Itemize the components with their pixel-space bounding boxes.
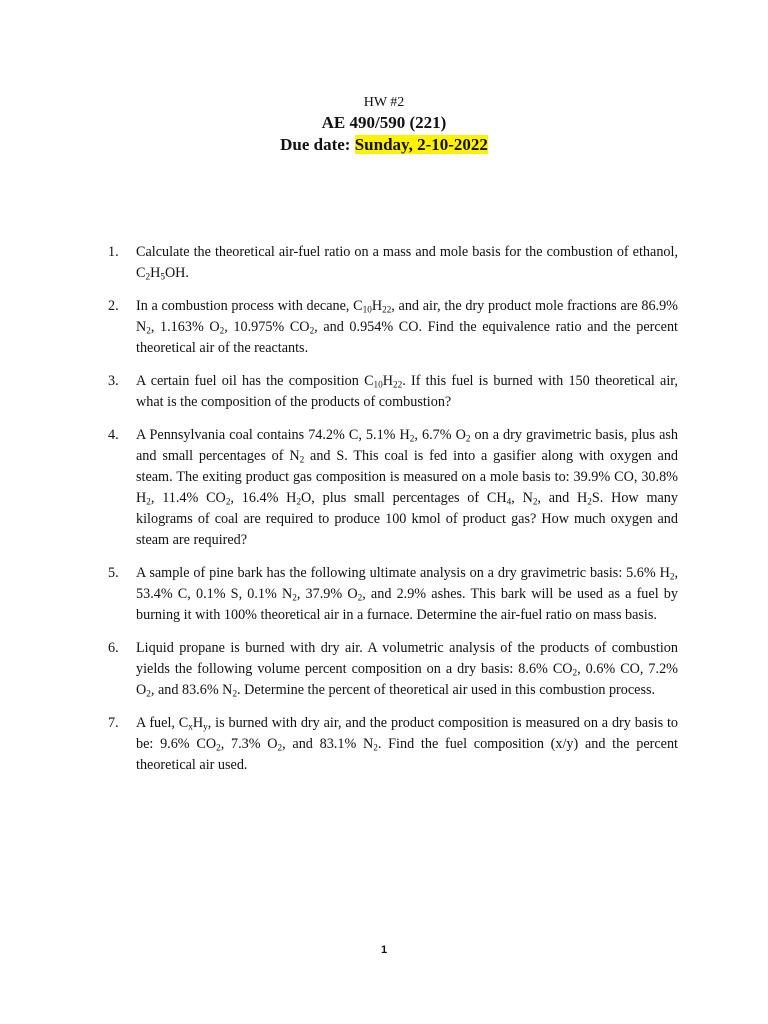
due-date-value: Sunday, 2-10-2022 bbox=[354, 135, 488, 154]
due-date-line bbox=[0, 134, 768, 156]
problem-number: 7. bbox=[108, 715, 119, 731]
problem-number: 3. bbox=[108, 373, 119, 389]
problem-text: A fuel, $C_xH_y$, is burned with dry air, and the product composition is measured on a dry basis to be: 9.6% $CO_2$, 7.3% $O_2$, and 83.1% $N_2$. Find the fuel composition (x/y) and the percent theoretical air used. bbox=[136, 715, 678, 773]
problem-list bbox=[108, 242, 678, 788]
problem-item bbox=[108, 713, 678, 776]
problem-number: 6. bbox=[108, 640, 119, 656]
problem-item bbox=[108, 425, 678, 551]
problem-text: Liquid propane is burned with dry air. A volumetric analysis of the products of combustion yields the following volume percent composition on a dry basis: 8.6% $CO_2$, 0.6% CO, 7.2% $O_2$, and 83.6% $N_2$. Determine the percent of theoretical air used in this combustion process. bbox=[136, 640, 678, 699]
problem-number: 2. bbox=[108, 298, 119, 314]
course-title: AE 490/590 (221) bbox=[321, 113, 447, 132]
problem-item bbox=[108, 371, 678, 413]
page-number: 1 bbox=[380, 944, 388, 956]
problem-text: A certain fuel oil has the composition $C_{10}H_{22}$. If this fuel is burned with 150 theoretical air, what is the composition of the products of combustion? bbox=[136, 373, 678, 410]
problem-text: A Pennsylvania coal contains 74.2% C, 5.1% $H_2$, 6.7% $O_2$ on a dry gravimetric basis, plus ash and small percentages of $N_2$ and S. This coal is fed into a gasifier along with oxygen and steam. The exiting product gas composition is measured on a mole basis to: 39.9% CO, 30.8% $H_2$, 11.4% $CO_2$, 16.4% $H_2O$, plus small percentages of $CH_4$, $N_2$, and $H_2S$. How many kilograms of coal are required to produce 100 kmol of product gas? How much oxygen and steam are required? bbox=[136, 427, 679, 548]
problem-number: 5. bbox=[108, 565, 119, 581]
document-header bbox=[0, 94, 768, 156]
problem-item bbox=[108, 242, 678, 284]
problem-number: 4. bbox=[108, 427, 119, 443]
problem-item bbox=[108, 296, 678, 359]
problem-number: 1. bbox=[108, 244, 119, 260]
due-date-label: Due date: bbox=[280, 135, 351, 154]
problem-item bbox=[108, 638, 678, 701]
homework-number: HW #2 bbox=[363, 95, 405, 110]
problem-text: A sample of pine bark has the following ultimate analysis on a dry gravimetric basis: 5.6% $H_2$, 53.4% C, 0.1% S, 0.1% $N_2$, 37.9% $O_2$, and 2.9% ashes. This bark will be used as a fuel by burning it with 100% theoretical air in a furnace. Determine the air-fuel ratio on mass basis. bbox=[136, 565, 678, 623]
problem-text: Calculate the theoretical air-fuel ratio on a mass and mole basis for the combustion of ethanol, $C_2H_5OH$. bbox=[136, 244, 678, 282]
problem-item bbox=[108, 563, 678, 626]
problem-text: In a combustion process with decane, $C_{10}H_{22}$, and air, the dry product mole fractions are 86.9% $N_2$, 1.163% $O_2$, 10.975% $CO_2$, and 0.954% CO. Find the equivalence ratio and the percent theoretical air of the reactants. bbox=[136, 298, 678, 356]
